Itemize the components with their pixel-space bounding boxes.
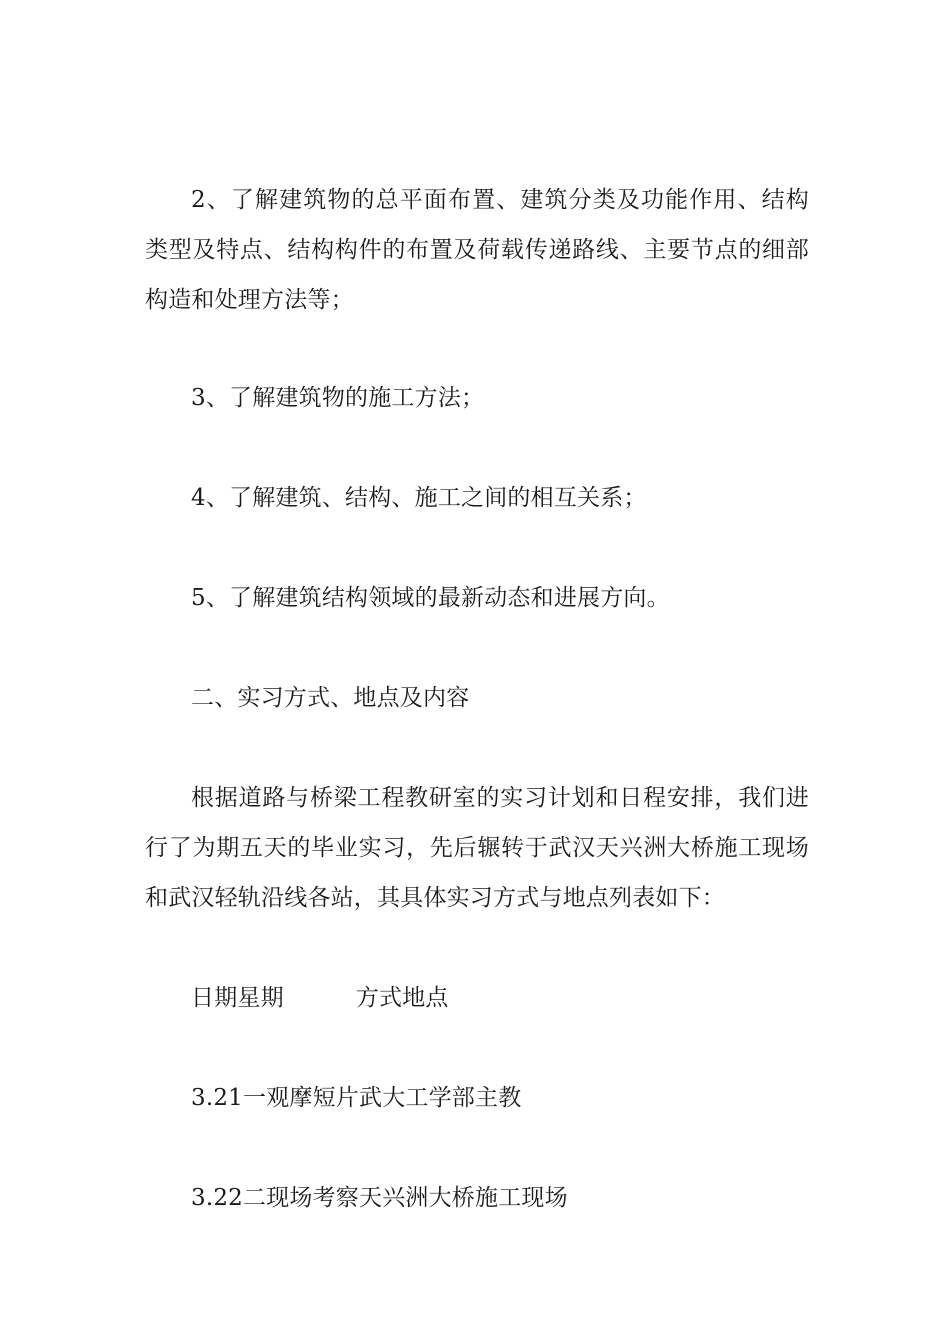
section-heading: 二、实习方式、地点及内容	[191, 685, 470, 711]
schedule-row: 3.22二现场考察天兴洲大桥施工现场	[191, 1185, 568, 1211]
paragraph-intro: 根据道路与桥梁工程教研室的实习计划和日程安排，我们进行了为期五天的毕业实习，先后辗转于武汉天兴洲大桥施工现场和武汉轻轨沿线各站，其具体实习方式与地点列表如下：	[145, 785, 809, 911]
paragraph-objective-3: 3、了解建筑物的施工方法；	[191, 385, 485, 411]
paragraph-objective-2: 2、了解建筑物的总平面布置、建筑分类及功能作用、结构类型及特点、结构构件的布置及荷载传递路线、主要节点的细部构造和处理方法等；	[145, 187, 809, 313]
header-date-weekday: 日期星期	[191, 985, 284, 1011]
header-method-location: 方式地点	[355, 985, 449, 1011]
schedule-row: 3.21一观摩短片武大工学部主教	[191, 1085, 522, 1111]
paragraph-objective-4: 4、了解建筑、结构、施工之间的相互关系；	[191, 485, 647, 511]
table-header-line	[145, 973, 809, 1023]
paragraph-objective-5: 5、了解建筑结构领域的最新动态和进展方向。	[191, 585, 670, 611]
